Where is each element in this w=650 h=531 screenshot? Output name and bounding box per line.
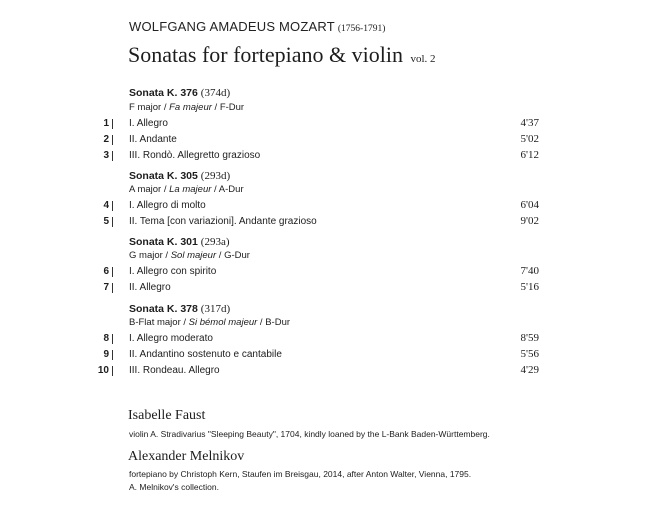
track-row[interactable] bbox=[0, 349, 650, 363]
track-title: I. Allegro con spirito bbox=[129, 266, 217, 277]
key-de: G-Dur bbox=[224, 250, 250, 261]
track-row[interactable] bbox=[0, 282, 650, 296]
performer-instrument-note: violin A. Stradivarius "Sleeping Beauty", 1704, kindly loaned by the L-Bank Baden-Württemberg. bbox=[129, 429, 490, 439]
track-number: 2 bbox=[103, 134, 109, 145]
performer-collection-note: A. Melnikov's collection. bbox=[129, 482, 219, 492]
sonata-alt-catalogue: (293a) bbox=[200, 236, 230, 248]
separator bbox=[112, 151, 113, 161]
album-title bbox=[128, 42, 436, 68]
performer-name: Isabelle Faust bbox=[128, 408, 206, 423]
separator bbox=[112, 334, 113, 344]
track-row[interactable] bbox=[0, 365, 650, 379]
track-duration: 6'12 bbox=[520, 149, 539, 161]
separator bbox=[112, 366, 113, 376]
sonata-key: B-Flat major / Si bémol majeur / B-Dur bbox=[129, 317, 291, 328]
track-duration: 9'02 bbox=[520, 215, 539, 227]
track-row[interactable] bbox=[0, 266, 650, 280]
track-duration: 6'04 bbox=[520, 199, 539, 211]
track-number: 10 bbox=[97, 365, 109, 376]
key-de: B-Dur bbox=[265, 317, 291, 328]
track-title: II. Andantino sostenuto e cantabile bbox=[129, 349, 282, 360]
key-de: A-Dur bbox=[218, 184, 244, 195]
track-duration: 4'37 bbox=[520, 117, 539, 129]
track-title: II. Tema [con variazioni]. Andante grazioso bbox=[129, 216, 317, 227]
separator bbox=[112, 267, 113, 277]
track-row[interactable] bbox=[0, 134, 650, 148]
track-row[interactable] bbox=[0, 216, 650, 230]
separator bbox=[112, 135, 113, 145]
track-number: 4 bbox=[103, 200, 109, 211]
key-fr: Fa majeur bbox=[169, 102, 212, 113]
album-volume: vol. 2 bbox=[410, 53, 436, 65]
sonata-name: Sonata K. 376 bbox=[129, 87, 198, 99]
track-row[interactable] bbox=[0, 200, 650, 214]
sonata-name: Sonata K. 378 bbox=[129, 303, 198, 315]
sonata-name: Sonata K. 305 bbox=[129, 170, 198, 182]
key-en: G major bbox=[129, 250, 163, 261]
performer-instrument-note: fortepiano by Christoph Kern, Staufen im Breisgau, 2014, after Anton Walter, Vienna, 1795. bbox=[129, 469, 472, 479]
track-duration: 5'56 bbox=[520, 348, 539, 360]
track-row[interactable] bbox=[0, 150, 650, 164]
composer-dates: (1756-1791) bbox=[337, 24, 386, 34]
performer-name: Alexander Melnikov bbox=[128, 449, 245, 464]
track-duration: 4'29 bbox=[520, 364, 539, 376]
track-number: 8 bbox=[103, 333, 109, 344]
track-number: 3 bbox=[103, 150, 109, 161]
sonata-alt-catalogue: (317d) bbox=[200, 303, 231, 315]
key-en: A major bbox=[129, 184, 162, 195]
track-duration: 7'40 bbox=[520, 265, 539, 277]
key-en: B-Flat major bbox=[129, 317, 181, 328]
track-title: III. Rondò. Allegretto grazioso bbox=[129, 150, 261, 161]
key-de: F-Dur bbox=[219, 102, 245, 113]
composer-heading bbox=[129, 19, 385, 34]
sonata-key: G major / Sol majeur / G-Dur bbox=[129, 250, 250, 261]
track-row[interactable] bbox=[0, 118, 650, 132]
sonata-alt-catalogue: (374d) bbox=[200, 87, 231, 99]
track-number: 5 bbox=[103, 216, 109, 227]
sonata-name: Sonata K. 301 bbox=[129, 236, 198, 248]
key-fr: Si bémol majeur bbox=[188, 317, 258, 328]
sonata-heading bbox=[129, 170, 230, 182]
track-title: I. Allegro di molto bbox=[129, 200, 206, 211]
track-title: I. Allegro bbox=[129, 118, 168, 129]
separator bbox=[112, 350, 113, 360]
track-title: III. Rondeau. Allegro bbox=[129, 365, 220, 376]
separator bbox=[112, 201, 113, 211]
track-duration: 5'02 bbox=[520, 133, 539, 145]
track-number: 6 bbox=[103, 266, 109, 277]
key-fr: La majeur bbox=[169, 184, 212, 195]
sonata-key: F major / Fa majeur / F-Dur bbox=[129, 102, 245, 113]
track-title: I. Allegro moderato bbox=[129, 333, 213, 344]
sonata-heading bbox=[129, 87, 230, 99]
track-number: 7 bbox=[103, 282, 109, 293]
separator bbox=[112, 217, 113, 227]
track-row[interactable] bbox=[0, 333, 650, 347]
sonata-alt-catalogue: (293d) bbox=[200, 170, 231, 182]
track-number: 1 bbox=[103, 118, 109, 129]
sonata-heading bbox=[129, 303, 230, 315]
track-number: 9 bbox=[103, 349, 109, 360]
album-title-text: Sonatas for fortepiano & violin bbox=[128, 42, 403, 67]
key-fr: Sol majeur bbox=[170, 250, 217, 261]
sonata-key: A major / La majeur / A-Dur bbox=[129, 184, 244, 195]
separator bbox=[112, 283, 113, 293]
track-duration: 8'59 bbox=[520, 332, 539, 344]
sonata-heading bbox=[129, 236, 230, 248]
composer-name: WOLFGANG AMADEUS MOZART bbox=[129, 19, 335, 34]
track-title: II. Allegro bbox=[129, 282, 171, 293]
key-en: F major bbox=[129, 102, 162, 113]
track-duration: 5'16 bbox=[520, 281, 539, 293]
separator bbox=[112, 119, 113, 129]
track-title: II. Andante bbox=[129, 134, 177, 145]
